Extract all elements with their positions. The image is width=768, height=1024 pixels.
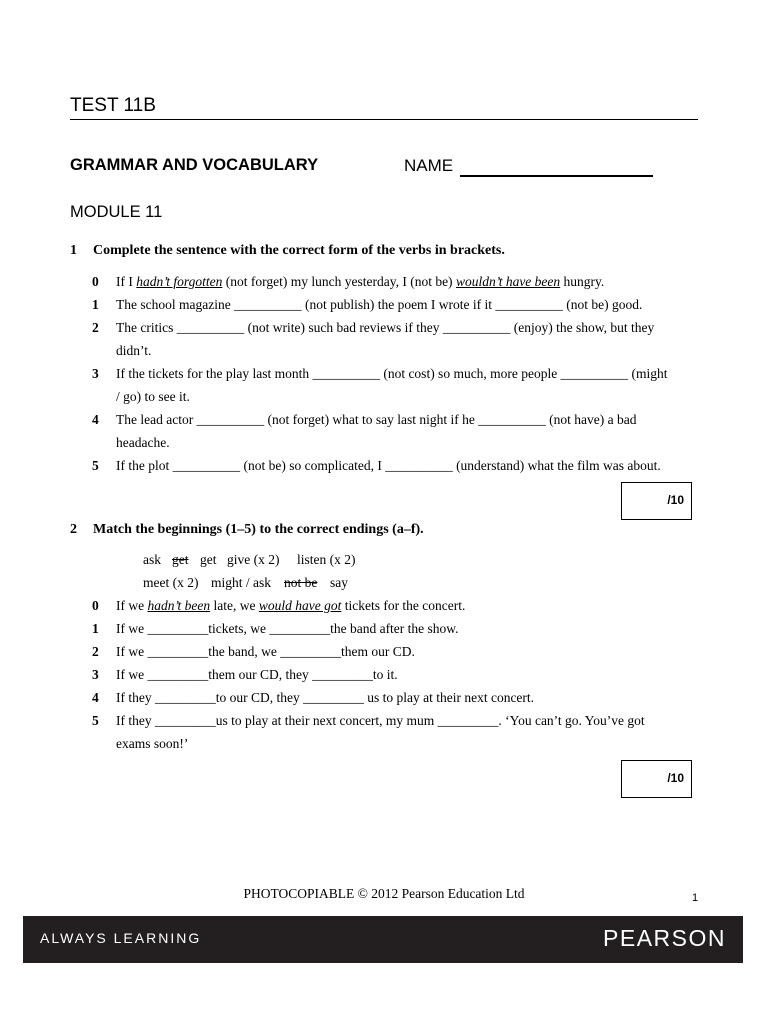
item-number: 3 — [92, 667, 99, 682]
text-part: If I — [116, 274, 137, 289]
page-number: 1 — [692, 892, 699, 904]
item-number: 5 — [92, 458, 99, 473]
q1-item-4-cont: headache. — [116, 435, 170, 450]
q1-instruction-text: Complete the sentence with the correct form of the verbs in brackets. — [93, 243, 505, 258]
q2-score: /10 — [667, 771, 684, 785]
example-answer: wouldn’t have been — [455, 274, 561, 289]
pearson-logo: PEARSON — [603, 925, 726, 951]
q2-item-5: If they _________us to play at their next concert, my mum _________. ‘You can’t go. You’ve got — [116, 713, 645, 728]
q2-item-3: If we _________them our CD, they _________to it. — [116, 667, 398, 682]
item-number: 1 — [92, 297, 99, 312]
item-number: 1 — [92, 621, 99, 636]
word: might / ask — [211, 575, 271, 590]
q1-item-3-cont: / go) to see it. — [116, 389, 190, 404]
q2-example-sentence — [116, 598, 465, 614]
q2-item-5-cont: exams soon!’ — [116, 736, 189, 751]
text-part: If we — [116, 598, 148, 613]
word: say — [330, 575, 348, 590]
text-part: (not forget) my lunch yesterday, I (not be) — [222, 274, 456, 289]
word: meet (x 2) — [143, 575, 199, 590]
item-number: 2 — [92, 644, 99, 659]
item-number: 3 — [92, 366, 99, 381]
word: listen (x 2) — [297, 552, 356, 567]
item-number: 4 — [92, 690, 99, 705]
example-answer: hadn’t been — [147, 598, 211, 613]
q1-number: 1 — [70, 243, 77, 258]
q2-score-box[interactable] — [621, 760, 692, 798]
word-crossed: not be — [284, 575, 318, 590]
word: ask — [143, 552, 161, 567]
item-number: 5 — [92, 713, 99, 728]
text-part: tickets for the concert. — [341, 598, 466, 613]
q2-item-4: If they _________to our CD, they _________ us to play at their next concert. — [116, 690, 535, 705]
example-answer: hadn’t forgotten — [136, 274, 223, 289]
test-title: TEST 11B — [70, 95, 156, 116]
q1-item-2-cont: didn’t. — [116, 343, 152, 358]
text-part: late, we — [210, 598, 259, 613]
item-number: 2 — [92, 320, 99, 335]
item-number: 0 — [92, 274, 99, 289]
q1-item-2: The critics __________ (not write) such bad reviews if they __________ (enjoy) the show, but they — [116, 320, 655, 335]
q2-item-2: If we _________the band, we _________them our CD. — [116, 644, 415, 659]
q2-instruction-text: Match the beginnings (1–5) to the correct endings (a–f). — [93, 522, 424, 537]
item-number: 4 — [92, 412, 99, 427]
q1-score: /10 — [667, 493, 684, 507]
q2-number: 2 — [70, 522, 77, 537]
example-answer: would have got — [258, 598, 342, 613]
tagline: ALWAYS LEARNING — [40, 930, 202, 946]
section-heading: GRAMMAR AND VOCABULARY — [70, 156, 319, 174]
name-label: NAME — [404, 156, 454, 175]
word: get — [200, 552, 217, 567]
text-part: hungry. — [560, 274, 605, 289]
q1-item-5: If the plot __________ (not be) so complicated, I __________ (understand) what the film was about. — [116, 458, 661, 473]
item-number: 0 — [92, 598, 99, 613]
brand-bar — [23, 916, 743, 963]
q2-item-1: If we _________tickets, we _________the band after the show. — [116, 621, 459, 636]
q1-item-4: The lead actor __________ (not forget) what to say last night if he __________ (not have) a bad — [116, 412, 637, 427]
copyright-notice: PHOTOCOPIABLE © 2012 Pearson Education Ltd — [243, 886, 525, 901]
word-crossed: get — [172, 552, 189, 567]
q1-item-3: If the tickets for the play last month __________ (not cost) so much, more people __________ (might — [116, 366, 668, 381]
q1-item-1: The school magazine __________ (not publish) the poem I wrote if it __________ (not be) good. — [116, 297, 643, 312]
word: give (x 2) — [227, 552, 280, 567]
module-heading: MODULE 11 — [70, 203, 163, 221]
